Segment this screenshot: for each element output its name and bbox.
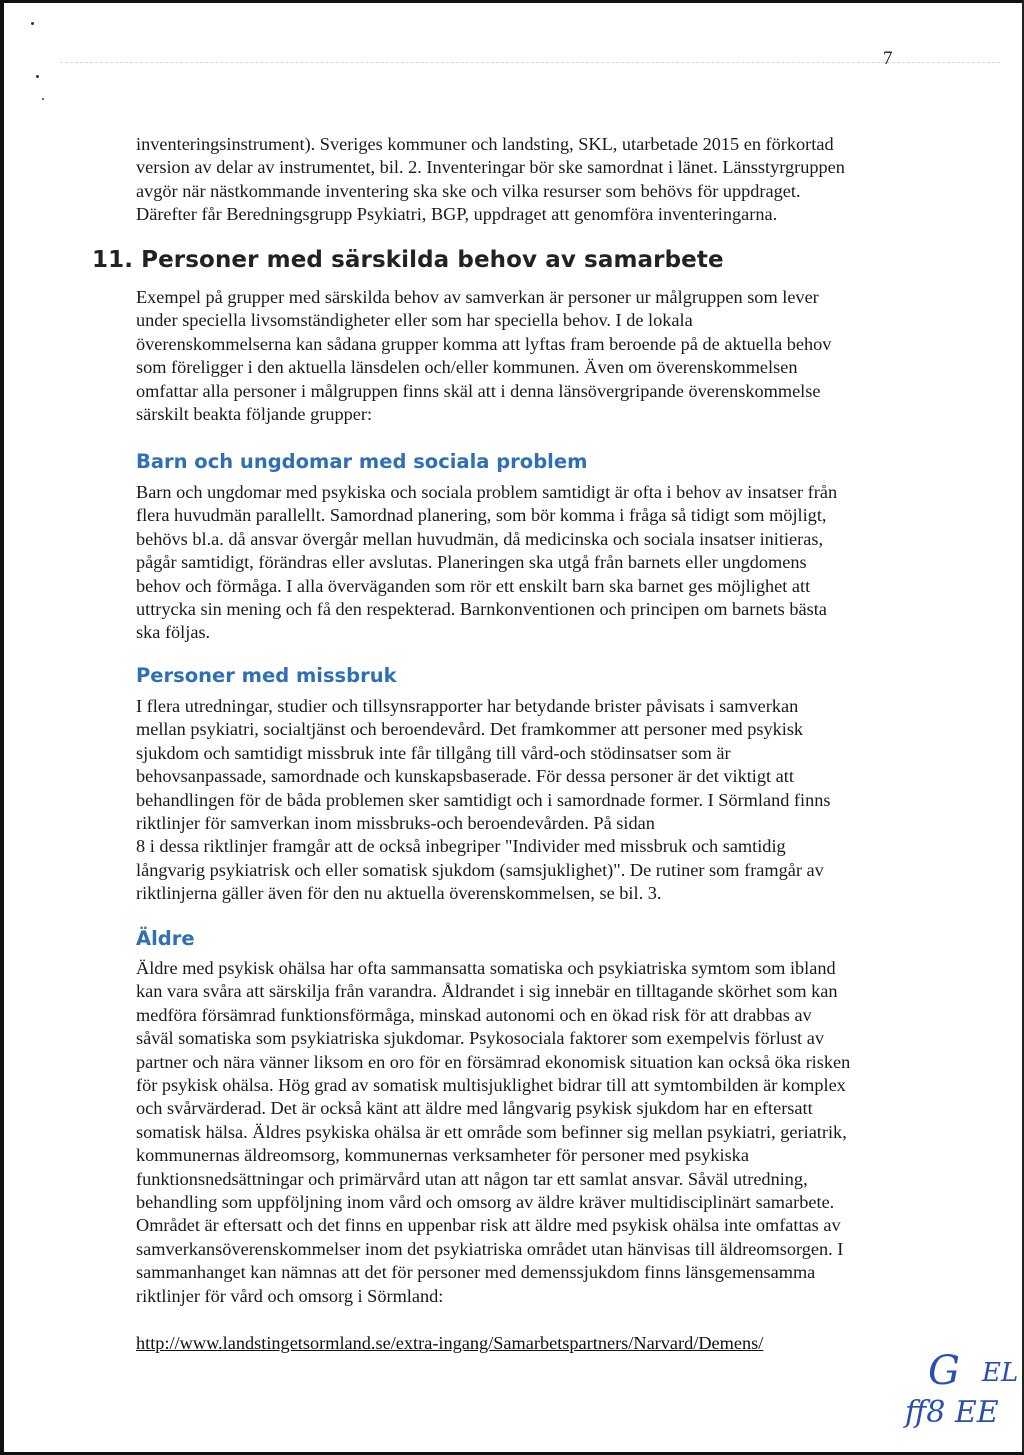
scan-speck (31, 22, 34, 25)
header-rule (60, 62, 1000, 63)
subheading-barn: Barn och ungdomar med sociala problem (136, 450, 588, 473)
intro-paragraph: inventeringsinstrument). Sveriges kommuner och landsting, SKL, utarbetade 2015 en förkortad version av delar av instrumentet, bil. 2. Inventeringar bör ske samordnat i länet. Länsstyrgruppen avgör när nästkommande inventering ska ske och vilka resurser som behövs för uppdraget. Därefter får Beredningsgrupp Psykiatri, BGP, uppdraget att genomföra inventeringarna. (136, 134, 845, 225)
demens-guidelines-link[interactable]: http://www.landstingetsormland.se/extra-ingang/Samarbetspartners/Narvard/Demens/ (136, 1332, 764, 1353)
barn-paragraph: Barn och ungdomar med psykiska och sociala problem samtidigt är ofta i behov av insatser från flera huvudmän parallellt. Samordnad planering, som bör komma i fråga så tidigt som möjligt, behövs bl.a. då ansvar övergår mellan huvudmän, då medicinska och sociala insatser initieras, pågår samtidigt, förändras eller avslutas. Planeringen ska utgå från barnets eller ungdomens behov och förmåga. I alla överväganden som rör ett enskilt barn ska barnet ges möjlighet att uttrycka sin mening och få den respekterad. Barnkonventionen och principen om barnets bästa ska följas. (136, 482, 838, 643)
scan-speck (42, 98, 44, 100)
handwritten-initial: G (928, 1348, 960, 1394)
aldre-paragraph: Äldre med psykisk ohälsa har ofta sammansatta somatiska och psykiatriska symtom som ibland kan vara svåra att särskilja från varandra. Åldrandet i sig innebär en tilltagande skörhet som kan medföra försämrad funktionsförmåga, minskad autonomi och en ökad risk för att drabbas av såväl somatiska som psykiatriska sjukdomar. Psykosociala faktorer som exempelvis förlust av partner och nära vänner liksom en oro för en försämrad ekonomisk situation kan också öka risken för psykisk ohälsa. Hög grad av somatisk multisjuklighet bidrar till att symtombilden är komplex och svårvärderad. Det är också känt att äldre med långvarig psykisk sjukdom har en eftersatt somatisk hälsa. Äldres psykiska ohälsa är ett område som befinner sig mellan psykiatri, geriatrik, kommunernas äldreomsorg, kommunernas verksamheter för personer med psykiska funktionsnedsättningar och primärvård utan att någon tar ett samlat ansvar. Såväl utredning, behandling som uppföljning inom vård och omsorg av äldre kräver multidisciplinärt samarbete. Området är eftersatt och det finns en uppenbar risk att äldre med psykisk ohälsa inte omfattas av samverkansöverenskommelser inom det psykiatriska området utan hänvisas till äldreomsorgen. I sammanhanget kan nämnas att det för personer med demenssjukdom finns länsgemensamma riktlinjer för vård och omsorg i Sörmland: (136, 958, 851, 1306)
handwritten-initial: EL (982, 1358, 1019, 1388)
subheading-aldre: Äldre (136, 927, 195, 950)
scan-speck (36, 75, 39, 78)
section-heading-11: 11. Personer med särskilda behov av samarbete (92, 247, 724, 273)
scan-border-left (0, 0, 4, 1455)
scan-border-top (0, 0, 1024, 3)
section-11-paragraph: Exempel på grupper med särskilda behov av samverkan är personer ur målgruppen som lever under speciella livsomständigheter eller som har speciella behov. I de lokala överenskommelserna kan sådana grupper komma att lyftas fram beroende på de aktuella behov som föreligger i den aktuella länsdelen och/eller kommunen. Även om överenskommelsen omfattar alla personer i målgruppen finns skäl att i denna länsövergripande överenskommelse särskilt beakta följande grupper: (136, 287, 832, 425)
subheading-missbruk: Personer med missbruk (136, 664, 397, 687)
missbruk-paragraph: I flera utredningar, studier och tillsynsrapporter har betydande brister påvisats i samverkan mellan psykiatri, socialtjänst och beroendevård. Det framkommer att personer med psykisk sjukdom och samtidigt missbruk inte får tillgång till vård-och stödinsatser som är behovsanpassade, samordnade och kunskapsbaserade. För dessa personer är det viktigt att behandlingen för de båda problemen sker samtidigt och i samordnade former. I Sörmland finns riktlinjer för samverkan inom missbruks-och beroendevården. På sidan 8 i dessa riktlinjer framgår att de också inbegriper "Individer med missbruk och samtidig långvarig psykiatrisk och eller somatisk sjukdom (samsjuklighet)". De rutiner som framgår av riktlinjerna gäller även för den nu aktuella överenskommelsen, se bil. 3. (136, 696, 831, 904)
page-number: 7 (883, 48, 893, 69)
handwritten-initials: ff8 EE (905, 1395, 999, 1430)
